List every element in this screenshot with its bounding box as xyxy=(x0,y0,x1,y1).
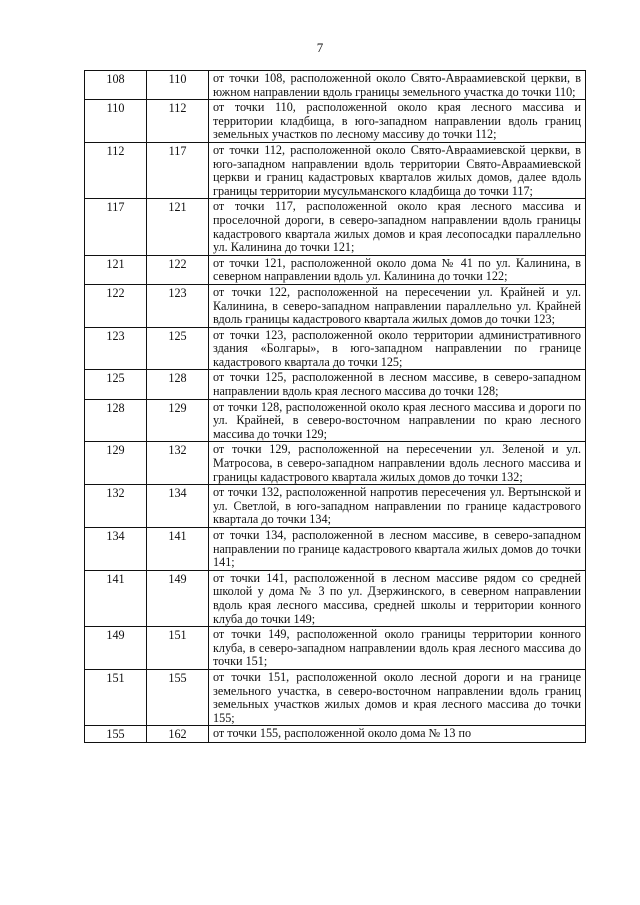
description-cell: от точки 134, расположенной в лесном массиве, в северо-западном направлении по границе кадастрового квартала жилых домов до точки 141; xyxy=(209,528,586,571)
from-point-cell: 121 xyxy=(85,255,147,284)
description-cell: от точки 121, расположенной около дома № 41 по ул. Калинина, в северном направлении вдоль ул. Калинина до точки 122; xyxy=(209,255,586,284)
table-row xyxy=(85,142,586,198)
description-cell: от точки 129, расположенной на пересечении ул. Зеленой и ул. Матросова, в северо-западном направлении вдоль лесного массива и границы кадастрового квартала жилых домов до точки 132; xyxy=(209,442,586,485)
from-point-cell: 151 xyxy=(85,669,147,725)
from-point-cell: 128 xyxy=(85,399,147,442)
table-row xyxy=(85,199,586,255)
from-point-cell: 122 xyxy=(85,284,147,327)
from-point-cell: 110 xyxy=(85,100,147,143)
from-point-cell: 129 xyxy=(85,442,147,485)
table-row xyxy=(85,528,586,571)
description-cell: от точки 122, расположенной на пересечении ул. Крайней и ул. Калинина, в северо-западном направлении параллельно ул. Крайней вдоль границы кадастрового квартала жилых домов до точки 123; xyxy=(209,284,586,327)
description-cell: от точки 151, расположенной около лесной дороги и на границе земельного участка, в северо-восточном направлении вдоль границ земельных участков жилых домов и края лесного массива до точки 155; xyxy=(209,669,586,725)
table-row xyxy=(85,485,586,528)
table-row xyxy=(85,100,586,143)
description-cell: от точки 123, расположенной около территории административного здания «Болгары», в юго-западном направлении по границе кадастрового квартала до точки 125; xyxy=(209,327,586,370)
description-cell: от точки 149, расположенной около границы территории конного клуба, в северо-западном направлении вдоль края лесного массива до точки 151; xyxy=(209,627,586,670)
from-point-cell: 117 xyxy=(85,199,147,255)
to-point-cell: 125 xyxy=(147,327,209,370)
from-point-cell: 149 xyxy=(85,627,147,670)
table-row xyxy=(85,726,586,743)
table-row xyxy=(85,442,586,485)
description-cell: от точки 112, расположенной около Свято-Авраамиевской церкви, в юго-западном направлении вдоль территории Свято-Авраамиевской церкви и границ кадастровых кварталов жилых домов, далее вдоль границы территории мусульманского кладбища до точки 117; xyxy=(209,142,586,198)
description-cell: от точки 110, расположенной около края лесного массива и территории кладбища, в юго-западном направлении вдоль границ земельных участков по лесному массиву до точки 112; xyxy=(209,100,586,143)
from-point-cell: 108 xyxy=(85,71,147,100)
to-point-cell: 149 xyxy=(147,570,209,626)
from-point-cell: 123 xyxy=(85,327,147,370)
from-point-cell: 155 xyxy=(85,726,147,743)
to-point-cell: 123 xyxy=(147,284,209,327)
to-point-cell: 155 xyxy=(147,669,209,725)
from-point-cell: 132 xyxy=(85,485,147,528)
table-row xyxy=(85,284,586,327)
boundary-points-table xyxy=(84,70,586,743)
to-point-cell: 134 xyxy=(147,485,209,528)
to-point-cell: 122 xyxy=(147,255,209,284)
table-row xyxy=(85,327,586,370)
from-point-cell: 134 xyxy=(85,528,147,571)
table-row xyxy=(85,669,586,725)
to-point-cell: 110 xyxy=(147,71,209,100)
description-cell: от точки 155, расположенной около дома № 13 по xyxy=(209,726,586,743)
to-point-cell: 117 xyxy=(147,142,209,198)
to-point-cell: 162 xyxy=(147,726,209,743)
to-point-cell: 141 xyxy=(147,528,209,571)
table-row xyxy=(85,71,586,100)
from-point-cell: 112 xyxy=(85,142,147,198)
to-point-cell: 132 xyxy=(147,442,209,485)
to-point-cell: 112 xyxy=(147,100,209,143)
description-cell: от точки 125, расположенной в лесном массиве, в северо-западном направлении вдоль края лесного массива до точки 128; xyxy=(209,370,586,399)
from-point-cell: 125 xyxy=(85,370,147,399)
description-cell: от точки 108, расположенной около Свято-Авраамиевской церкви, в южном направлении вдоль границы земельного участка до точки 110; xyxy=(209,71,586,100)
to-point-cell: 129 xyxy=(147,399,209,442)
description-cell: от точки 132, расположенной напротив пересечения ул. Вертынской и ул. Светлой, в юго-западном направлении по границе кадастрового квартала до точки 134; xyxy=(209,485,586,528)
to-point-cell: 128 xyxy=(147,370,209,399)
to-point-cell: 151 xyxy=(147,627,209,670)
to-point-cell: 121 xyxy=(147,199,209,255)
description-cell: от точки 128, расположенной около края лесного массива и дороги по ул. Крайней, в северо-восточном направлении по краю лесного массива до точки 129; xyxy=(209,399,586,442)
page-number: 7 xyxy=(316,40,324,55)
table-row xyxy=(85,399,586,442)
description-cell: от точки 141, расположенной в лесном массиве рядом со средней школой у дома № 3 по ул. Дзержинского, в северном направлении вдоль края лесного массива, средней школы и территории конного клуба до точки 149; xyxy=(209,570,586,626)
table-row xyxy=(85,627,586,670)
description-cell: от точки 117, расположенной около края лесного массива и проселочной дороги, в северо-западном направлении вдоль границы кадастрового квартала жилых домов и края лесопосадки параллельно ул. Калинина до точки 121; xyxy=(209,199,586,255)
table-row xyxy=(85,255,586,284)
table-row xyxy=(85,370,586,399)
from-point-cell: 141 xyxy=(85,570,147,626)
table-row xyxy=(85,570,586,626)
